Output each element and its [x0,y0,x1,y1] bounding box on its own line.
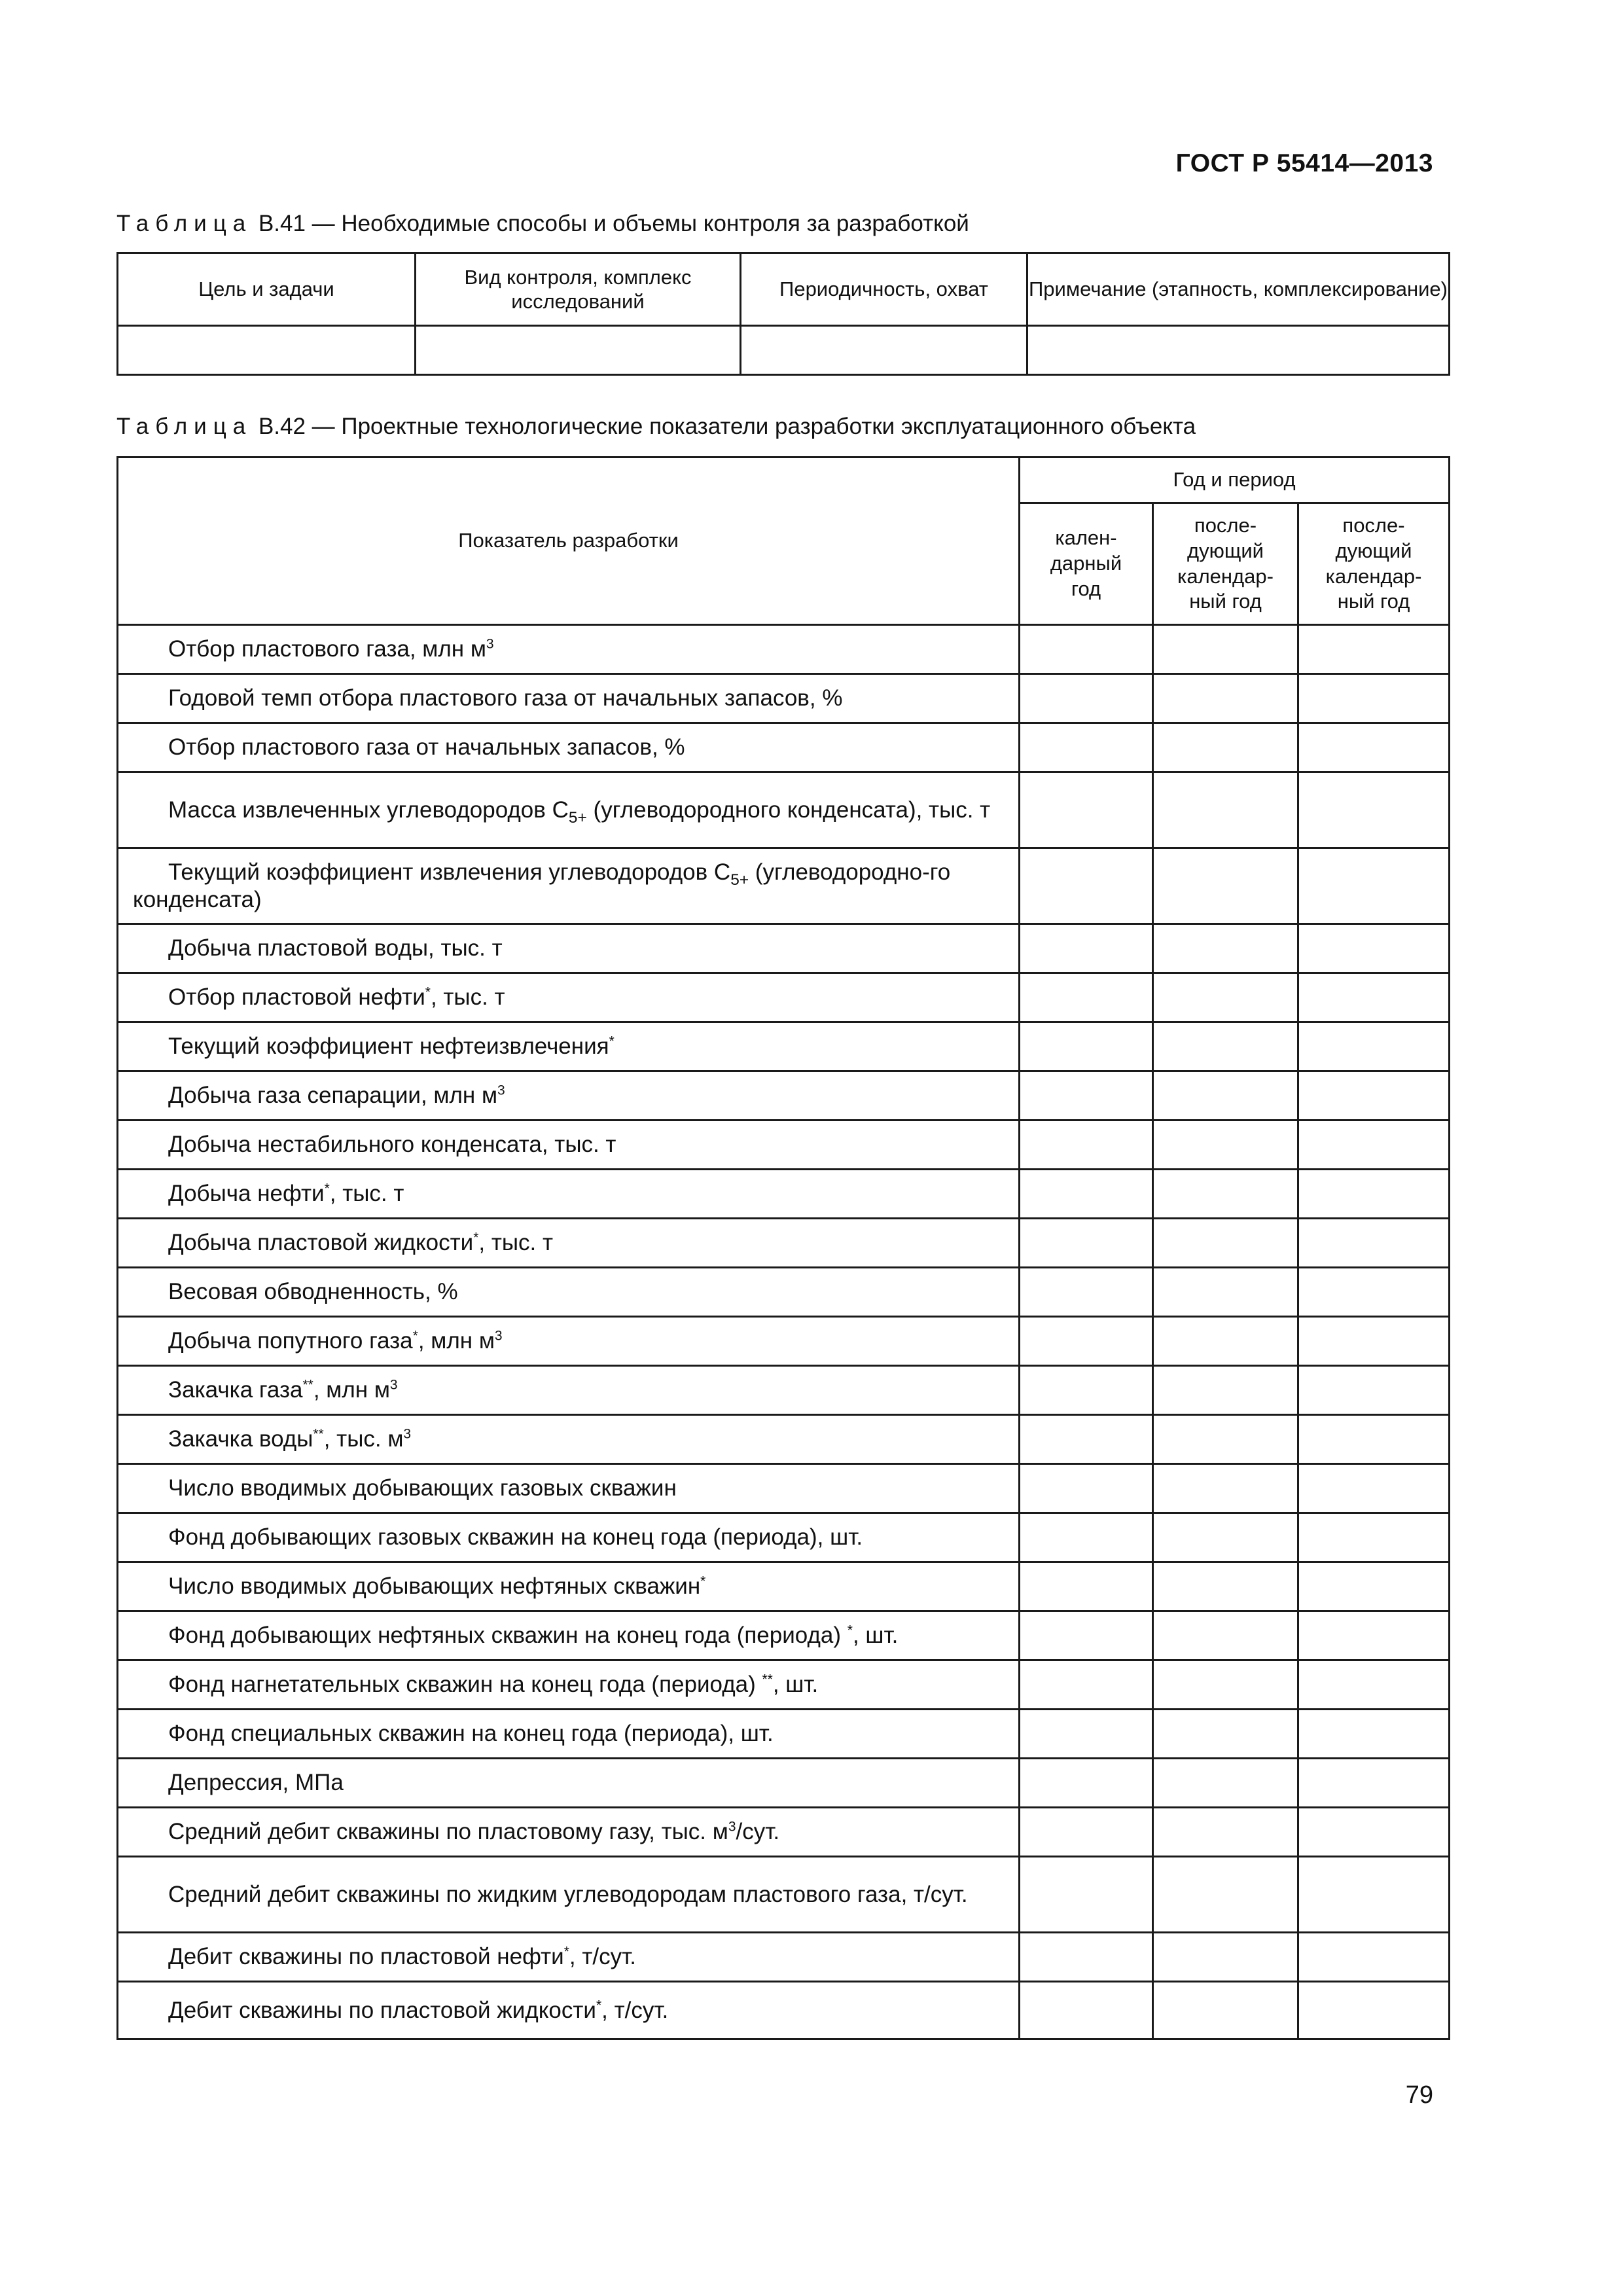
table-cell [1298,1808,1450,1857]
table-cell [1298,1366,1450,1415]
table-cell [1153,924,1298,973]
indicator-cell [118,1808,1020,1857]
table-row [118,1759,1450,1808]
indicator-text: Фонд нагнетательных скважин на конец года (периода) [168,1672,762,1697]
indicator-text: Добыча газа сепарации, млн м [168,1083,498,1108]
indicator-cell [118,1933,1020,1982]
table-row [118,772,1450,848]
table-42-subheader-next-year-2: после- дующий календар- ный год [1298,503,1450,625]
table-41-header-row [118,253,1450,326]
indicator-text-suffix: , тыс. т [430,984,505,1010]
indicator-text-suffix: (углеводородного конденсата), тыс. т [586,797,991,823]
table-row [118,1562,1450,1611]
table-cell [1020,1071,1153,1121]
table-cell [1153,1170,1298,1219]
indicator-text: Число вводимых добывающих нефтяных скважин [168,1573,701,1599]
table-cell [1298,1759,1450,1808]
table-41-caption [116,211,969,237]
table-cell [1153,1513,1298,1562]
indicator-text: Число вводимых добывающих газовых скважин [168,1475,677,1501]
table-cell [1020,1317,1153,1366]
indicator-cell [118,1562,1020,1611]
table-cell [1298,1219,1450,1268]
indicator-superscript: * [563,1944,569,1960]
table-cell [1020,674,1153,723]
indicator-cell [118,1710,1020,1759]
table-cell [1020,1170,1153,1219]
indicator-text: Средний дебит скважины по пластовому газу, тыс. м [168,1819,728,1844]
indicator-text: Добыча нестабильного конденсата, тыс. т [168,1132,616,1157]
indicator-superscript: * [324,1181,330,1196]
table-cell [1153,1022,1298,1071]
table-42-subheader-next-year-1: после- дующий календар- ный год [1153,503,1298,625]
indicator-cell [118,674,1020,723]
table-row [118,674,1450,723]
table-42-subheader-calendar-year: кален- дарный год [1020,503,1153,625]
indicator-cell [118,1759,1020,1808]
indicator-superscript: * [847,1623,853,1638]
indicator-text-suffix: , шт. [852,1623,899,1648]
table-cell [1153,1611,1298,1660]
table-cell [1020,1268,1153,1317]
page-number: 79 [1405,2081,1433,2109]
table-row [118,1071,1450,1121]
table-cell [1153,848,1298,924]
indicator-cell [118,723,1020,772]
table-cell [1020,1982,1153,2039]
indicator-cell [118,1268,1020,1317]
table-cell [1298,1121,1450,1170]
table-41-caption-word: Таблица [116,211,253,236]
indicator-superscript: 3 [403,1426,412,1442]
indicator-text: Добыча нефти [168,1181,325,1206]
table-cell [1153,973,1298,1022]
table-cell [1298,1317,1450,1366]
table-row [118,848,1450,924]
table-row [118,1022,1450,1071]
table-row [118,1219,1450,1268]
table-cell [1153,1562,1298,1611]
indicator-text-suffix: /сут. [736,1819,780,1844]
indicator-text: Добыча пластовой жидкости [168,1230,474,1255]
table-cell [1153,1857,1298,1933]
table-cell [1153,1071,1298,1121]
table-row [118,625,1450,674]
indicator-text: Дебит скважины по пластовой нефти [168,1944,564,1969]
indicator-text: Закачка газа [168,1377,303,1403]
table-cell [1020,1366,1153,1415]
indicator-text: Средний дебит скважины по жидким углеводородам пластового газа, т/сут. [168,1881,968,1907]
table-cell [1020,1022,1153,1071]
table-cell [1298,1982,1450,2039]
indicator-text: Отбор пластового газа, млн м [168,636,486,662]
table-cell [1153,674,1298,723]
table-cell [1298,1268,1450,1317]
table-cell [1020,772,1153,848]
table-row [118,1121,1450,1170]
indicator-text: Весовая обводненность, % [168,1279,458,1304]
table-cell [1298,723,1450,772]
table-42-header-row-1 [118,457,1450,503]
table-41-header-control-type: Вид контроля, комплекс исследований [416,253,741,326]
table-cell [1020,625,1153,674]
table-cell [1298,973,1450,1022]
table-cell [1298,1022,1450,1071]
indicator-cell [118,1071,1020,1121]
indicator-text: Годовой темп отбора пластового газа от начальных запасов, % [168,685,843,711]
indicator-superscript: 3 [497,1083,505,1098]
table-cell [1298,772,1450,848]
table-cell [1027,326,1450,375]
indicator-text: Добыча пластовой воды, тыс. т [168,935,503,961]
indicator-text: Закачка воды [168,1426,313,1452]
indicator-superscript: ** [302,1377,313,1393]
table-cell [1020,973,1153,1022]
indicator-superscript: * [700,1573,706,1589]
table-cell [416,326,741,375]
indicator-cell [118,1415,1020,1464]
table-cell [1020,1710,1153,1759]
table-row [118,1982,1450,2039]
table-cell [1298,1513,1450,1562]
indicator-text: Масса извлеченных углеводородов С [168,797,569,823]
table-cell [1153,1710,1298,1759]
indicator-superscript: * [596,1997,602,2013]
table-cell [1020,924,1153,973]
table-cell [1153,1933,1298,1982]
indicator-cell [118,1366,1020,1415]
indicator-cell [118,1857,1020,1933]
indicator-text: Дебит скважины по пластовой жидкости [168,1997,596,2023]
indicator-cell [118,1464,1020,1513]
table-row [118,1513,1450,1562]
indicator-text-suffix: , тыс. т [329,1181,404,1206]
table-row [118,924,1450,973]
table-cell [1298,625,1450,674]
indicator-cell [118,625,1020,674]
table-cell [1153,1121,1298,1170]
table-cell [1298,1071,1450,1121]
table-row [118,1660,1450,1710]
indicator-superscript: 3 [389,1377,398,1393]
table-41-header-note: Примечание (этапность, комплексирование) [1027,253,1450,326]
indicator-text: Депрессия, МПа [168,1770,344,1795]
indicator-text: Фонд добывающих нефтяных скважин на конец года (периода) [168,1623,847,1648]
indicator-superscript: 3 [728,1819,736,1835]
indicator-text-suffix: , т/сут. [569,1944,636,1969]
indicator-cell [118,1022,1020,1071]
indicator-superscript: ** [762,1672,773,1687]
indicator-subscript: 5+ [730,870,749,889]
table-cell [1298,1170,1450,1219]
indicator-superscript: * [412,1328,418,1344]
table-row [118,1710,1450,1759]
table-cell [1298,848,1450,924]
table-cell [1153,1660,1298,1710]
table-row [118,1933,1450,1982]
table-cell [1153,1366,1298,1415]
table-41-header-goal: Цель и задачи [118,253,416,326]
table-cell [1298,924,1450,973]
table-42-header-indicator: Показатель разработки [118,457,1020,625]
table-42-body [118,625,1450,2039]
table-cell [1020,1415,1153,1464]
table-row [118,1170,1450,1219]
table-42-caption-title: В.42 — Проектные технологические показатели разработки эксплуатационного объекта [252,414,1196,439]
table-cell [1298,674,1450,723]
table-cell [1298,1857,1450,1933]
table-cell [1020,1121,1153,1170]
indicator-cell [118,1513,1020,1562]
table-42-header-year-period: Год и период [1020,457,1450,503]
indicator-text: Добыча попутного газа [168,1328,413,1354]
table-42 [116,456,1450,2040]
document-id: ГОСТ Р 55414—2013 [1175,149,1433,177]
indicator-text-suffix: (углеводородно-го конденсата) [133,859,951,912]
indicator-cell [118,848,1020,924]
table-row [118,1317,1450,1366]
indicator-cell [118,1170,1020,1219]
table-row [118,1611,1450,1660]
indicator-subscript: 5+ [568,808,587,827]
indicator-superscript: * [425,984,431,1000]
indicator-text-suffix: , тыс. м [323,1426,404,1452]
table-cell [1153,1317,1298,1366]
table-cell [1153,1268,1298,1317]
indicator-superscript: 3 [486,636,494,652]
table-cell [1020,1857,1153,1933]
table-cell [1020,723,1153,772]
table-cell [1020,1219,1153,1268]
table-row [118,723,1450,772]
indicator-superscript: * [473,1230,479,1246]
table-cell [1020,1562,1153,1611]
indicator-text: Отбор пластовой нефти [168,984,425,1010]
table-row [118,1366,1450,1415]
table-row [118,973,1450,1022]
table-row [118,1857,1450,1933]
indicator-text-suffix: , млн м [313,1377,390,1403]
table-42-caption [116,414,1196,440]
table-row [118,1268,1450,1317]
table-41 [116,252,1450,376]
indicator-cell [118,924,1020,973]
indicator-cell [118,1121,1020,1170]
indicator-superscript: ** [313,1426,324,1442]
indicator-text-suffix: , т/сут. [601,1997,669,2023]
table-cell [741,326,1027,375]
table-41-header-periodicity: Периодичность, охват [741,253,1027,326]
indicator-cell [118,973,1020,1022]
indicator-superscript: 3 [494,1328,503,1344]
indicator-cell [118,772,1020,848]
table-cell [1020,1513,1153,1562]
indicator-cell [118,1317,1020,1366]
indicator-cell [118,1660,1020,1710]
table-cell [1153,625,1298,674]
table-cell [1020,1611,1153,1660]
indicator-text-suffix: , тыс. т [478,1230,554,1255]
indicator-text: Фонд добывающих газовых скважин на конец года (периода), шт. [168,1524,863,1550]
indicator-cell [118,1219,1020,1268]
table-42-caption-word: Таблица [116,414,253,439]
table-cell [1153,1982,1298,2039]
table-cell [1020,1933,1153,1982]
indicator-superscript: * [609,1033,615,1049]
table-cell [1153,1759,1298,1808]
table-cell [1020,1464,1153,1513]
table-cell [1153,723,1298,772]
indicator-text: Текущий коэффициент нефтеизвлечения [168,1033,609,1059]
table-cell [118,326,416,375]
indicator-text-suffix: , млн м [418,1328,495,1354]
table-cell [1153,1464,1298,1513]
table-cell [1153,1219,1298,1268]
table-cell [1298,1415,1450,1464]
table-cell [1298,1660,1450,1710]
indicator-text: Отбор пластового газа от начальных запасов, % [168,734,685,760]
indicator-cell [118,1982,1020,2039]
indicator-cell [118,1611,1020,1660]
table-cell [1020,1660,1153,1710]
table-cell [1020,1808,1153,1857]
table-cell [1153,772,1298,848]
indicator-text: Текущий коэффициент извлечения углеводородов С [168,859,731,885]
table-row [118,1415,1450,1464]
table-41-caption-title: В.41 — Необходимые способы и объемы контроля за разработкой [252,211,969,236]
table-row [118,1808,1450,1857]
indicator-text-suffix: , шт. [772,1672,819,1697]
table-cell [1153,1808,1298,1857]
table-row [118,1464,1450,1513]
table-cell [1298,1710,1450,1759]
table-cell [1298,1933,1450,1982]
indicator-text: Фонд специальных скважин на конец года (периода), шт. [168,1721,774,1746]
table-cell [1020,1759,1153,1808]
table-41-empty-row [118,326,1450,375]
table-cell [1298,1464,1450,1513]
table-cell [1298,1611,1450,1660]
table-cell [1298,1562,1450,1611]
table-cell [1020,848,1153,924]
table-cell [1153,1415,1298,1464]
